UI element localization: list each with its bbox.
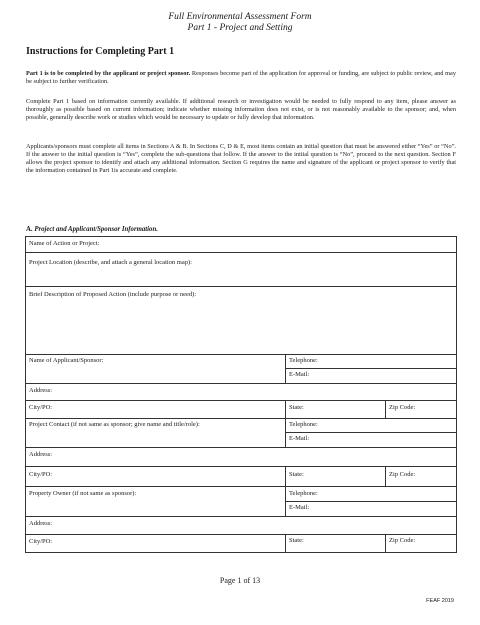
email-field-2[interactable]: E-Mail: — [289, 435, 310, 442]
row-divider — [26, 418, 456, 419]
section-a-heading — [26, 226, 158, 233]
applicant-name-field[interactable]: Name of Applicant/Sponsor: — [29, 357, 104, 364]
section-a-title: Project and Applicant/Sponsor Information. — [34, 226, 158, 233]
row-divider — [26, 486, 456, 487]
zip-field-3[interactable]: Zip Code: — [389, 537, 416, 544]
city-field-1[interactable]: City/PO: — [29, 404, 53, 411]
city-field-2[interactable]: City/PO: — [29, 471, 53, 478]
column-divider — [285, 534, 286, 553]
project-contact-field[interactable]: Project Contact (if not same as sponsor; give name and title/role): — [29, 421, 200, 428]
row-divider — [26, 447, 456, 448]
row-divider — [285, 432, 456, 433]
page-number: Page 1 of 13 — [219, 576, 261, 585]
brief-description-field[interactable]: Brief Description of Proposed Action (include purpose or need): — [29, 291, 197, 298]
column-divider — [385, 534, 386, 553]
zip-field-2[interactable]: Zip Code: — [389, 471, 416, 478]
telephone-field-3[interactable]: Telephone: — [289, 490, 318, 497]
form-subtitle: Part 1 - Project and Setting — [187, 23, 293, 33]
column-divider — [385, 466, 386, 486]
zip-field-1[interactable]: Zip Code: — [389, 404, 416, 411]
form-title: Full Environmental Assessment Form — [168, 12, 312, 22]
row-divider — [26, 286, 456, 287]
paragraph-1-lead: Part 1 is to be completed by the applicant or project sponsor. — [26, 70, 191, 77]
email-field-3[interactable]: E-Mail: — [289, 504, 310, 511]
property-owner-field[interactable]: Property Owner (if not same as sponsor): — [29, 490, 137, 497]
section-a-form — [25, 236, 457, 553]
state-field-1[interactable]: State: — [289, 404, 304, 411]
instructions-paragraph-1 — [26, 70, 456, 86]
project-location-field[interactable]: Project Location (describe, and attach a general location map): — [29, 259, 192, 266]
column-divider — [285, 354, 286, 383]
telephone-field-2[interactable]: Telephone: — [289, 421, 318, 428]
city-field-3[interactable]: City/PO: — [29, 538, 53, 545]
address-field-1[interactable]: Address: — [29, 387, 53, 394]
address-field-2[interactable]: Address: — [29, 451, 53, 458]
instructions-heading: Instructions for Completing Part 1 — [26, 46, 175, 57]
row-divider — [285, 368, 456, 369]
row-divider — [26, 534, 456, 535]
row-divider — [26, 400, 456, 401]
telephone-field-1[interactable]: Telephone: — [289, 357, 318, 364]
section-a-letter: A. — [26, 226, 33, 233]
instructions-paragraph-2: Complete Part 1 based on information currently available. If additional research or investigation would be needed to fully respond to any item, please answer as thoroughly as possible based on current information; indicate whether missing information does not exist, or is not reasonably available to the sponsor; and, when possible, generally describe work or studies which would be necessary to update or fully develop that information. — [26, 98, 456, 121]
column-divider — [385, 400, 386, 418]
instructions-paragraph-3: Applicants/sponsors must complete all items in Sections A & B. In Sections C, D & E, most items contain an initial question that must be answered either “Yes” or “No”. If the answer to the initial question is “Yes”, complete the sub-questions that follow. If the answer to the initial question is “No”, proceed to the next question. Section F allows the project sponsor to identify and attach any additional information. Section G requires the name and signature of the applicant or project sponsor to verify that the information contained in Part 1is accurate and complete. — [26, 143, 456, 174]
email-field-1[interactable]: E-Mail: — [289, 371, 310, 378]
row-divider — [285, 501, 456, 502]
row-divider — [26, 516, 456, 517]
row-divider — [26, 383, 456, 384]
address-field-3[interactable]: Address: — [29, 520, 53, 527]
state-field-2[interactable]: State: — [289, 471, 304, 478]
paragraph-1-text: Responses become part of the application for approval or funding, are subject to public review, and may be subject to further verification. — [26, 70, 456, 85]
column-divider — [285, 400, 286, 447]
state-field-3[interactable]: State: — [289, 537, 304, 544]
row-divider — [26, 252, 456, 253]
name-of-action-field[interactable]: Name of Action or Project: — [29, 240, 100, 247]
form-code: FEAF 2019 — [426, 598, 454, 604]
row-divider — [26, 354, 456, 355]
column-divider — [285, 466, 286, 516]
row-divider — [26, 466, 456, 467]
page-header — [0, 12, 480, 34]
